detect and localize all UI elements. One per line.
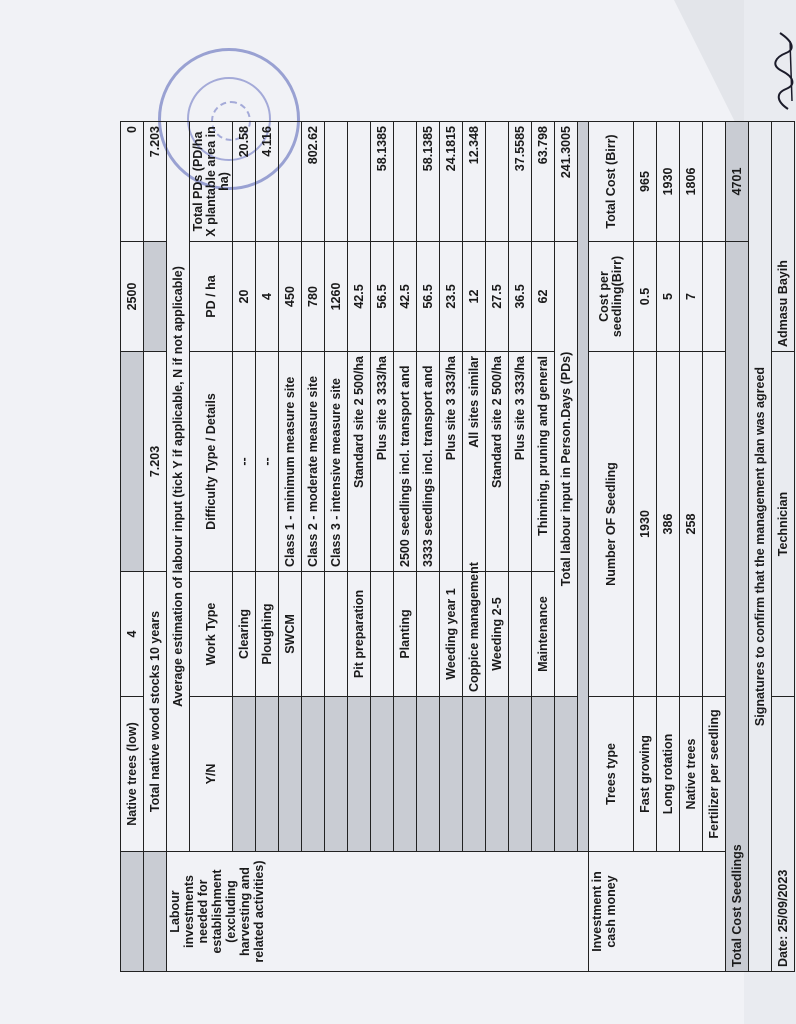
native-trees-count: 4 <box>121 572 144 697</box>
signature-cell <box>772 122 795 352</box>
total-native-label: Total native wood stocks 10 years <box>144 572 167 852</box>
native-trees-label: Native trees (low) <box>121 697 144 852</box>
labour-section-label: Labour investments needed for establishment (excluding harvesting and related activities) <box>167 852 589 972</box>
table-row: Plus site 3 333/ha 56.5 58.1385 <box>371 122 394 972</box>
table-row <box>589 122 634 972</box>
table-row: Fast growing 1930 0.5 965 <box>634 122 657 972</box>
table-row: Fertilizer per seedling <box>703 122 726 972</box>
labour-total-value: 241.3005 <box>555 122 578 242</box>
table-row: Class 3 - intensive measure site 1260 <box>325 122 348 972</box>
table-row <box>555 122 578 972</box>
table-row <box>190 122 233 972</box>
table-row: Ploughing -- 4 4.116 <box>256 122 279 972</box>
seedling-total-value: 4701 <box>726 122 749 242</box>
table-row: Class 2 - moderate measure site 780 802.62 <box>302 122 325 972</box>
table-row: Coppice management All sites similar 12 12.348 <box>463 122 486 972</box>
signature-date: Date: 25/09/2023 <box>772 697 795 972</box>
table-row: Maintenance Thinning, pruning and general 62 63.798 <box>532 122 555 972</box>
table-row <box>144 122 167 972</box>
cash-section-label: Investment in cash money <box>589 852 726 972</box>
table-row: Long rotation 386 5 1930 <box>657 122 680 972</box>
total-native-total: 7.203 <box>144 122 167 242</box>
col-pd-ha: PD / ha <box>190 242 233 352</box>
signature-name: Admasu Bayih <box>776 260 790 347</box>
col-yn: Y/N <box>190 697 233 852</box>
native-trees-total: 0 <box>121 122 144 242</box>
table-row <box>749 122 772 972</box>
col-work-type: Work Type <box>190 572 233 697</box>
labour-heading: Average estimation of labour input (tick Y if applicable, N if not applicable) <box>167 122 190 852</box>
col-total-pds: Total PDs (PD/ha X plantable area in ha) <box>190 122 233 242</box>
table-row <box>578 122 589 972</box>
table-row: Native trees 258 7 1806 <box>680 122 703 972</box>
native-trees-area: 2500 <box>121 242 144 352</box>
table-row <box>726 122 749 972</box>
table-row <box>121 122 144 972</box>
table-row: Clearing -- 20 20.58 <box>233 122 256 972</box>
col-trees-type: Trees type <box>589 697 634 852</box>
table-row <box>167 122 190 972</box>
labour-total-label: Total labour input in Person.Days (PDs) <box>555 242 578 697</box>
signature-role: Technician <box>772 352 795 697</box>
table-row <box>772 122 795 972</box>
table-row: Plus site 3 333/ha 36.5 37.5585 <box>509 122 532 972</box>
total-native-value: 7.203 <box>144 352 167 572</box>
table-row: Pit preparation Standard site 2 500/ha 42.5 <box>348 122 371 972</box>
plan-table <box>120 121 795 972</box>
col-difficulty: Difficulty Type / Details <box>190 352 233 572</box>
col-number-seedling: Number OF Seedling <box>589 352 634 697</box>
handwritten-signature <box>772 31 796 111</box>
rotated-form <box>120 122 790 972</box>
col-cost-per-seedling: Cost per seedling(Birr) <box>589 242 634 352</box>
table-row: 3333 seedlings incl. transport and 56.5 58.1385 <box>417 122 440 972</box>
page-fold <box>674 0 744 140</box>
col-total-cost: Total Cost (Birr) <box>589 122 634 242</box>
table-row: Planting 2500 seedlings incl. transport and 42.5 <box>394 122 417 972</box>
table-row: Weeding year 1 Plus site 3 333/ha 23.5 24.1815 <box>440 122 463 972</box>
signatures-label: Signatures to confirm that the management plan was agreed <box>749 122 772 972</box>
table-row: SWCM Class 1 - minimum measure site 450 <box>279 122 302 972</box>
table-row: Weeding 2-5 Standard site 2 500/ha 27.5 <box>486 122 509 972</box>
seedling-total-label: Total Cost Seedlings <box>726 242 749 972</box>
